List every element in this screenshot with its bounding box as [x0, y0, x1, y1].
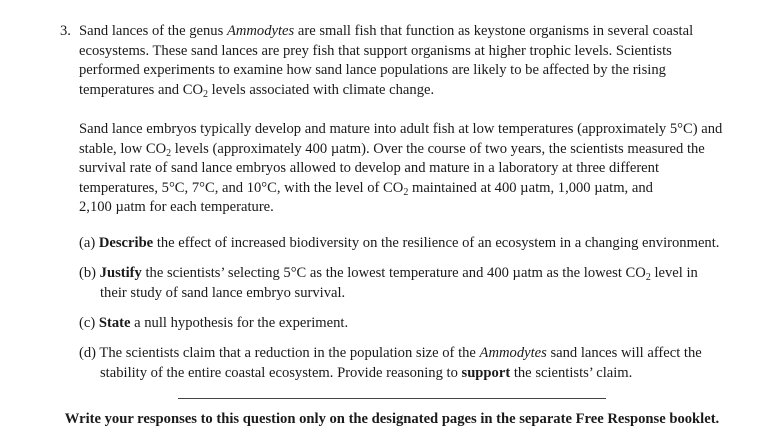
context-line-1: Sand lance embryos typically develop and mature into adult fish at low temperatures (approximately 5°C) and — [79, 121, 723, 137]
part-c-label: (c) — [79, 315, 99, 331]
part-b-line-2: their study of sand lance embryo survival. — [100, 284, 346, 301]
part-a-text: the effect of increased biodiversity on the resilience of an ecosystem in a changing environment. — [153, 235, 720, 251]
part-d-genus: Ammodytes — [479, 345, 547, 361]
intro-line-1: Sand lances of the genus Ammodytes are small fish that function as keystone organisms in several coastal — [79, 23, 694, 39]
part-c-verb: State — [98, 315, 131, 331]
context-line-5: 2,100 µatm for each temperature. — [79, 199, 274, 216]
context-line-4: temperatures, 5°C, 7°C, and 10°C, with the level of $CO_2$ maintained at 400 µatm, 1,000 µatm, and — [79, 179, 653, 198]
part-c-text: a null hypothesis for the experiment. — [130, 315, 349, 331]
divider-line — [178, 398, 606, 399]
intro-line-3: performed experiments to examine how sand lance populations are likely to be affected by the rising — [79, 62, 666, 79]
part-b: (b) Justify the scientists’ selecting 5°C as the lowest temperature and 400 µatm as the lowest $CO_2$ level in their study of sand lance embryo survival. — [79, 264, 739, 303]
question-context — [79, 120, 739, 218]
part-a-label: (a) — [79, 235, 99, 251]
context-line-3: survival rate of sand lance embryos allowed to develop and mature in a laboratory at three different — [79, 160, 660, 177]
intro-line-2: ecosystems. These sand lances are prey fish that support organisms at higher trophic levels. Scientists — [79, 42, 672, 59]
context-line-2: stable, low $CO_2$ levels (approximately 400 µatm). Over the course of two years, the scientists measured the — [79, 140, 705, 159]
genus-name: Ammodytes — [226, 23, 295, 39]
part-d: (d) The scientists claim that a reduction in the population size of the Ammodytes sand lances will affect the stability of the entire coastal ecosystem. Provide reasoning to support the scientists’ claim. — [79, 345, 702, 381]
intro-line-4: temperatures and $CO_2$ levels associated with climate change. — [79, 81, 435, 100]
part-a-verb: Describe — [98, 235, 154, 251]
part-a — [79, 234, 739, 254]
footer-instruction: Write your responses to this question only on the designated pages in the separate Free Response booklet. — [64, 411, 720, 427]
part-d-verb: support — [461, 364, 511, 381]
part-c — [79, 314, 739, 334]
part-b-label: (b) — [79, 265, 100, 281]
part-b-verb: Justify — [99, 265, 142, 281]
question-intro — [79, 22, 739, 100]
question-number: 3. — [60, 23, 71, 39]
